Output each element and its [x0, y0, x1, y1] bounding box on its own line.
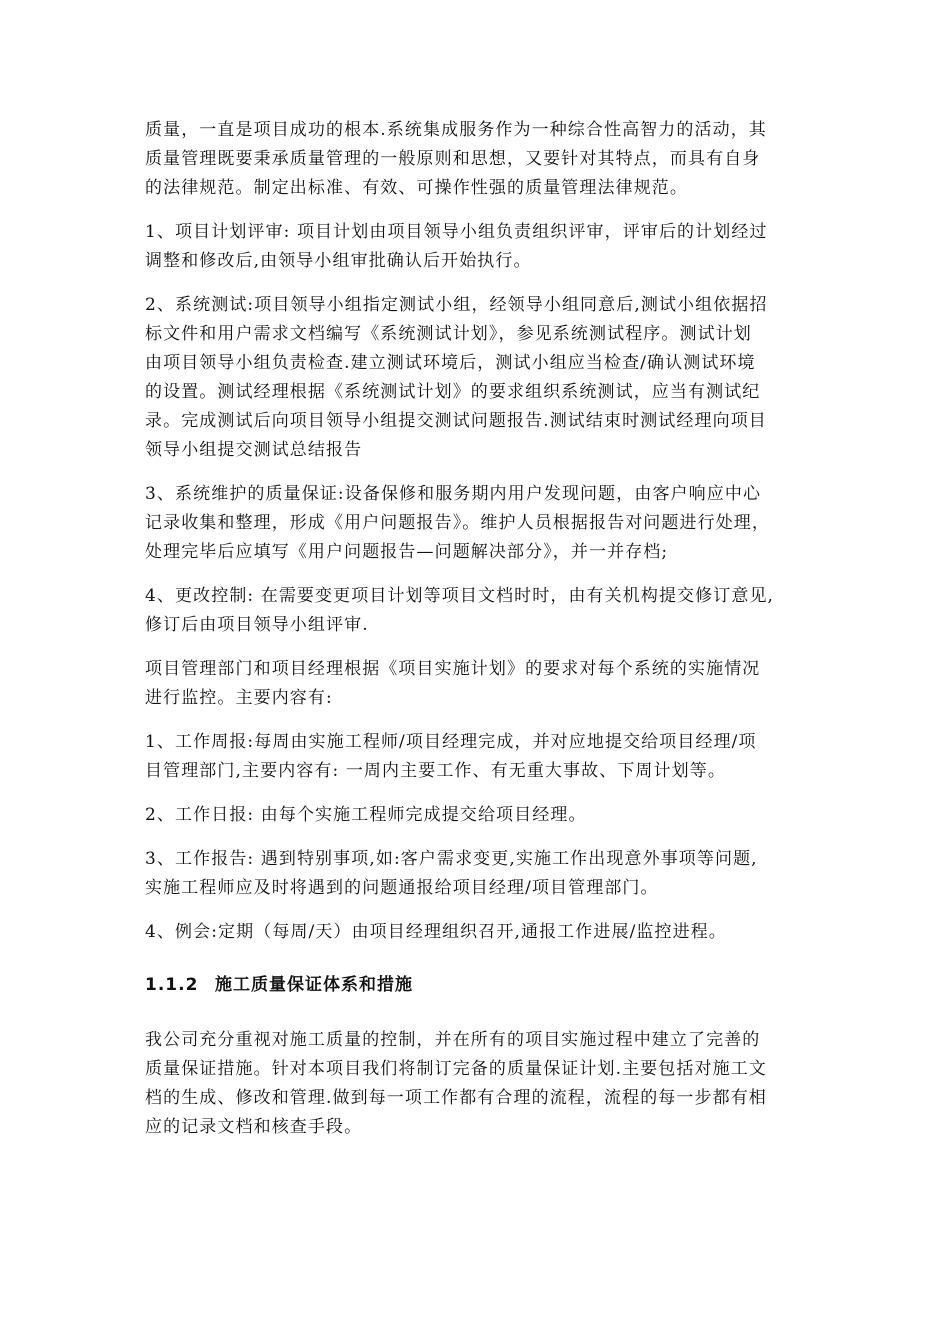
- text-line: 2、工作日报: 由每个实施工程师完成提交给项目经理。: [145, 805, 587, 825]
- text-line: 标文件和用户需求文档编写《系统测试计划》，参见系统测试程序。测试计划: [145, 324, 752, 344]
- text-line: 目管理部门,主要内容有: 一周内主要工作、有无重大事故、下周计划等。: [145, 761, 726, 781]
- paragraph: [145, 918, 825, 947]
- text-line: 4、更改控制: 在需要变更项目计划等项目文档时时，由有关机构提交修订意见,: [145, 586, 775, 606]
- document-body: [145, 116, 825, 1157]
- text-line: 应的记录文档和核查手段。: [145, 1117, 363, 1137]
- text-line: 处理完毕后应填写《用户问题报告—问题解决部分》，并一并存档;: [145, 542, 669, 562]
- body-paragraphs-bottom: [145, 1026, 825, 1142]
- text-line: 实施工程师应及时将遇到的问题通报给项目经理/项目管理部门。: [145, 878, 659, 898]
- text-line: 质量管理既要秉承质量管理的一般原则和思想，又要针对其特点，而具有自身: [145, 149, 761, 169]
- paragraph: [145, 582, 825, 640]
- text-line: 记录收集和整理，形成《用户问题报告》。维护人员根据报告对问题进行处理，: [145, 513, 770, 533]
- body-paragraphs-top: [145, 116, 825, 947]
- text-line: 的设置。测试经理根据《系统测试计划》的要求组织系统测试，应当有测试纪: [145, 382, 761, 402]
- section-number: 1.1.2: [145, 975, 199, 995]
- paragraph: [145, 845, 825, 903]
- text-line: 录。完成测试后向项目领导小组提交测试问题报告.测试结束时测试经理向项目: [145, 411, 767, 431]
- text-line: 领导小组提交测试总结报告: [145, 440, 363, 460]
- text-line: 档的生成、修改和管理.做到每一项工作都有合理的流程，流程的每一步都有相: [145, 1088, 767, 1108]
- text-line: 进行监控。主要内容有:: [145, 688, 333, 708]
- text-line: 4、例会:定期（每周/天）由项目经理组织召开,通报工作进展/监控进程。: [145, 922, 727, 942]
- text-line: 由项目领导小组负责检查.建立测试环境后，测试小组应当检查/确认测试环境: [145, 353, 756, 373]
- text-line: 我公司充分重视对施工质量的控制，并在所有的项目实施过程中建立了完善的: [145, 1030, 761, 1050]
- paragraph: [145, 291, 825, 465]
- paragraph: [145, 728, 825, 786]
- paragraph: [145, 480, 825, 567]
- paragraph: [145, 218, 825, 276]
- text-line: 1、项目计划评审: 项目计划由项目领导小组负责组织评审，评审后的计划经过: [145, 222, 768, 242]
- paragraph: [145, 116, 825, 203]
- section-title: 施工质量保证体系和措施: [215, 975, 413, 995]
- text-line: 质量，一直是项目成功的根本.系统集成服务作为一种综合性高智力的活动，其: [145, 120, 767, 140]
- text-line: 3、工作报告: 遇到特别事项,如:客户需求变更,实施工作出现意外事项等问题,: [145, 849, 758, 869]
- text-line: 项目管理部门和项目经理根据《项目实施计划》的要求对每个系统的实施情况: [145, 659, 761, 679]
- paragraph: [145, 801, 825, 830]
- paragraph: [145, 1026, 825, 1142]
- text-line: 质量保证措施。针对本项目我们将制订完备的质量保证计划.主要包括对施工文: [145, 1059, 767, 1079]
- text-line: 2、系统测试:项目领导小组指定测试小组，经领导小组同意后,测试小组依据招: [145, 295, 768, 315]
- text-line: 3、系统维护的质量保证:设备保修和服务期内用户发现问题，由客户响应中心: [145, 484, 762, 504]
- text-line: 1、工作周报:每周由实施工程师/项目经理完成，并对应地提交给项目经理/项: [145, 732, 757, 752]
- paragraph: [145, 655, 825, 713]
- text-line: 修订后由项目领导小组评审.: [145, 615, 369, 635]
- section-heading: [145, 971, 825, 1000]
- text-line: 调整和修改后,由领导小组审批确认后开始执行。: [145, 251, 532, 271]
- text-line: 的法律规范。制定出标准、有效、可操作性强的质量管理法律规范。: [145, 178, 688, 198]
